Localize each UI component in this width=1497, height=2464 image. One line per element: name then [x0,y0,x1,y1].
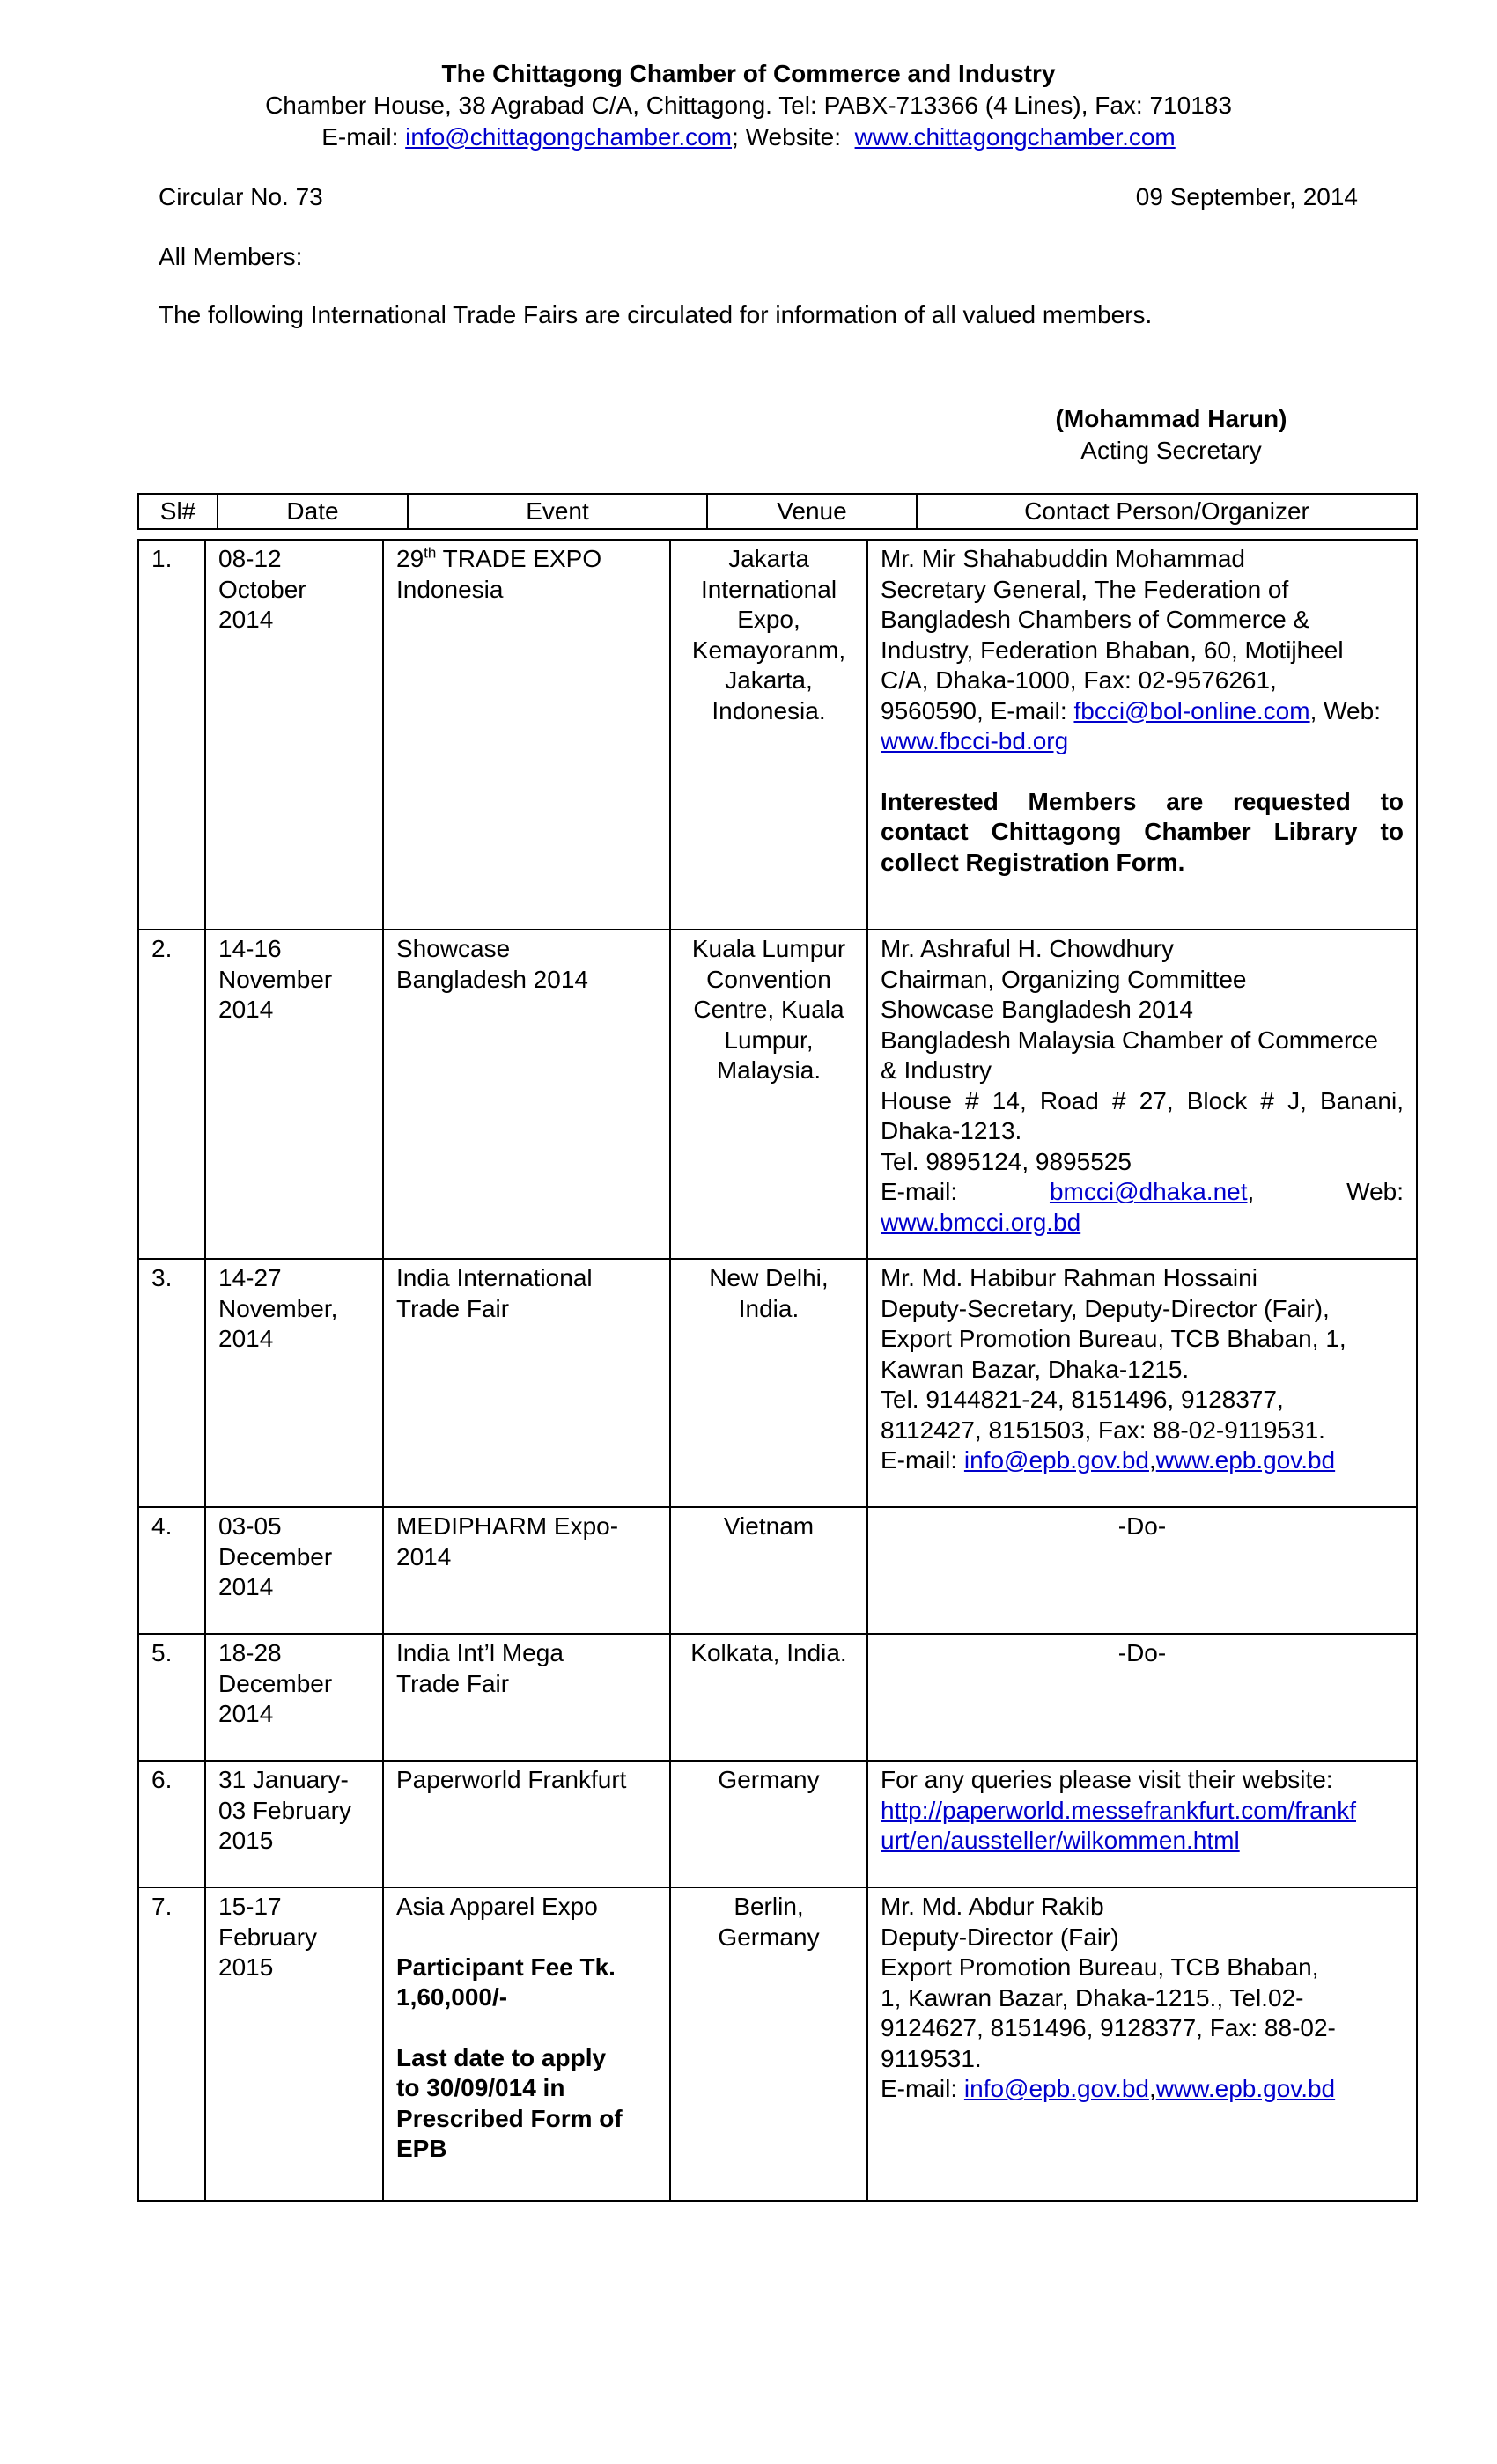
intro-text: The following International Trade Fairs are circulated for information of all valued members. [159,301,1153,328]
cell-sl: 4. [138,1507,205,1634]
contact-web-link[interactable]: www.epb.gov.bd [1155,2075,1336,2102]
website-label: ; Website: [732,123,855,151]
cell-venue: Germany [670,1761,867,1887]
cell-venue: Jakarta International Expo, Kemayoranm, Jakarta, Indonesia. [670,540,867,930]
circular-date: 09 September, 2014 [1135,183,1358,210]
cell-date: 03-05 December 2014 [205,1507,383,1634]
cell-contact: Mr. Md. Abdur Rakib Deputy-Director (Fair) Export Promotion Bureau, TCB Bhaban, 1, Kawran Bazar, Dhaka-1215., Tel.02- 9124627, 8151496, 9128377, Fax: 88-02- 9119531. E-mail: info@epb.gov.bd,www.epb.gov.bd [867,1887,1417,2201]
cell-date: 08-12 October 2014 [205,540,383,930]
trade-fairs-table [137,539,1418,2202]
org-email-link[interactable]: info@chittagongchamber.com [405,123,733,151]
cell-sl: 2. [138,930,205,1259]
cell-event: 29th TRADE EXPO Indonesia [383,540,670,930]
cell-contact: Mr. Md. Habibur Rahman Hossaini Deputy-Secretary, Deputy-Director (Fair), Export Promotion Bureau, TCB Bhaban, 1, Kawran Bazar, Dhaka-1215. Tel. 9144821-24, 8151496, 9128377, 8112427, 8151503, Fax: 88-02-9119531. E-mail: info@epb.gov.bd,www.epb.gov.bd [867,1259,1417,1507]
contact-web-link[interactable]: www.fbcci-bd.org [881,727,1069,754]
table-row [138,540,1417,930]
header-contact: Contact Person/Organizer [917,494,1417,529]
org-name: The Chittagong Chamber of Commerce and Industry [441,60,1056,87]
cell-event: Showcase Bangladesh 2014 [383,930,670,1259]
cell-contact: -Do- [867,1634,1417,1761]
cell-date: 18-28 December 2014 [205,1634,383,1761]
cell-venue: Berlin, Germany [670,1887,867,2201]
cell-event: Asia Apparel Expo Participant Fee Tk. 1,60,000/- Last date to apply to 30/09/014 in Prescribed Form of EPB [383,1887,670,2201]
table-header [137,493,1418,530]
header-date: Date [218,494,408,529]
signatory-title: Acting Secretary [1080,437,1262,464]
contact-email-link[interactable]: bmcci@dhaka.net [1049,1178,1248,1205]
table-row [138,930,1417,1259]
cell-event: Paperworld Frankfurt [383,1761,670,1887]
cell-sl: 6. [138,1761,205,1887]
cell-date: 14-27 November, 2014 [205,1259,383,1507]
org-website-link[interactable]: www.chittagongchamber.com [854,123,1176,151]
cell-contact: For any queries please visit their website: http://paperworld.messefrankfurt.com/frankf urt/en/aussteller/wilkommen.html [867,1761,1417,1887]
cell-venue: New Delhi, India. [670,1259,867,1507]
cell-venue: Vietnam [670,1507,867,1634]
cell-event: India International Trade Fair [383,1259,670,1507]
contact-email-link[interactable]: info@epb.gov.bd [963,1446,1149,1474]
table-row [138,1634,1417,1761]
contact-web-link[interactable]: www.bmcci.org.bd [881,1208,1081,1236]
cell-date: 31 January- 03 February 2015 [205,1761,383,1887]
cell-sl: 3. [138,1259,205,1507]
cell-contact: Mr. Mir Shahabuddin Mohammad Secretary General, The Federation of Bangladesh Chambers of Commerce & Industry, Federation Bhaban, 60, Motijheel C/A, Dhaka-1000, Fax: 02-9576261, 9560590, E-mail: fbcci@bol-online.com, Web: www.fbcci-bd.org Interested Members are requested to contact Chittagong Chamber Library to collect Registration Form. [867,540,1417,930]
registration-note: Interested Members are requested to contact Chittagong Chamber Library to collect Registration Form. [881,787,1404,876]
cell-event: MEDIPHARM Expo- 2014 [383,1507,670,1634]
cell-date: 14-16 November 2014 [205,930,383,1259]
cell-event: India Int’l Mega Trade Fair [383,1634,670,1761]
cell-sl: 5. [138,1634,205,1761]
cell-venue: Kuala Lumpur Convention Centre, Kuala Lumpur, Malaysia. [670,930,867,1259]
cell-contact: -Do- [867,1507,1417,1634]
header-sl: Sl# [138,494,218,529]
table-row [138,1259,1417,1507]
header-venue: Venue [707,494,917,529]
circular-number: Circular No. 73 [159,183,323,210]
org-address: Chamber House, 38 Agrabad C/A, Chittagong. Tel: PABX-713366 (4 Lines), Fax: 710183 [265,92,1232,119]
contact-email-link[interactable]: fbcci@bol-online.com [1073,696,1310,724]
org-contact-line [0,121,1497,153]
salutation: All Members: [159,243,303,270]
cell-date: 15-17 February 2015 [205,1887,383,2201]
cell-sl: 7. [138,1887,205,2201]
cell-contact: Mr. Ashraful H. Chowdhury Chairman, Organizing Committee Showcase Bangladesh 2014 Bangladesh Malaysia Chamber of Commerce & Industry House # 14, Road # 27, Block # J, Banani, Dhaka-1213. Tel. 9895124, 9895525 E-mail: bmcci@dhaka.net, Web: www.bmcci.org.bd [867,930,1417,1259]
table-row [138,1887,1417,2201]
cell-venue: Kolkata, India. [670,1634,867,1761]
table-row [138,1507,1417,1634]
contact-web-link[interactable]: www.epb.gov.bd [1155,1446,1336,1474]
paperworld-link[interactable]: http://paperworld.messefrankfurt.com/frankf urt/en/aussteller/wilkommen.html [881,1796,1356,1854]
signatory-name: (Mohammad Harun) [1055,405,1287,432]
cell-sl: 1. [138,540,205,930]
contact-email-link[interactable]: info@epb.gov.bd [963,2075,1149,2102]
header-event: Event [408,494,707,529]
table-row [138,1761,1417,1887]
email-label: E-mail: [321,123,406,151]
